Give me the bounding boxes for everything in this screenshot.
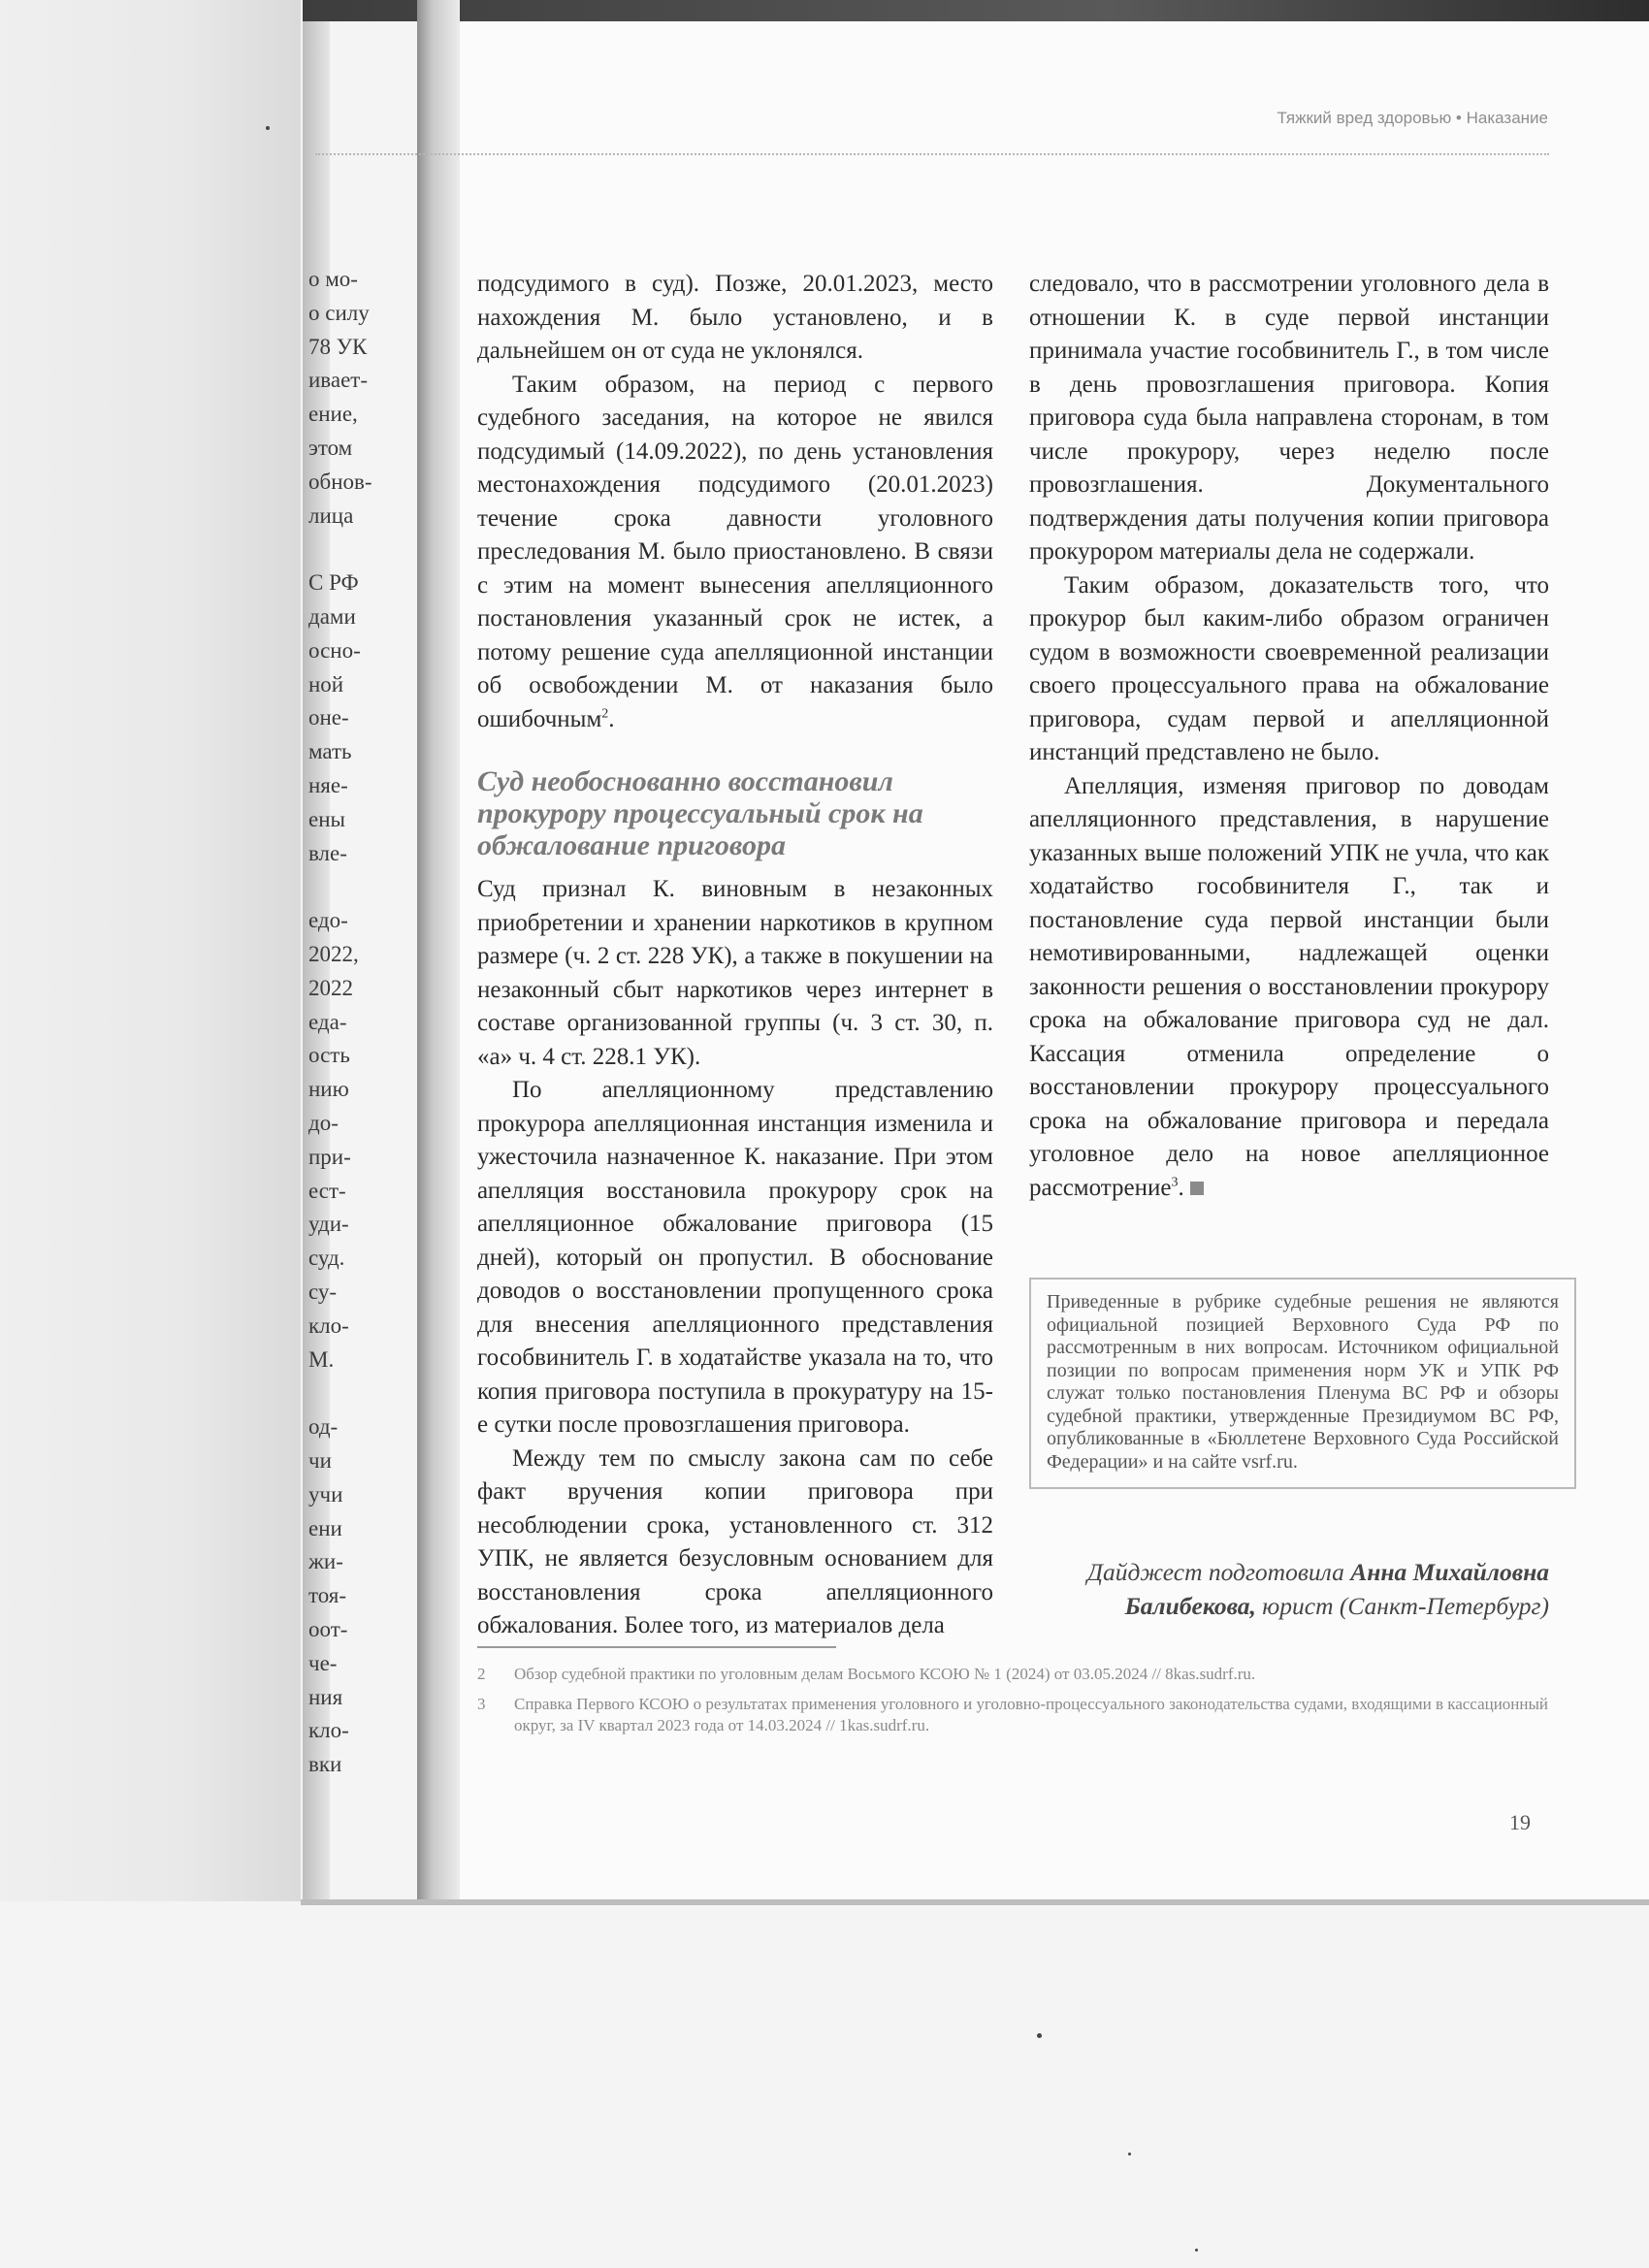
left-page-fragment: уди- bbox=[308, 1212, 349, 1237]
left-page-fragment: чи bbox=[308, 1448, 332, 1473]
text-column-right bbox=[1029, 268, 1549, 1205]
scanner-top-edge bbox=[303, 0, 1649, 21]
paragraph: По апелляционному представлению прокурора апелляционная инстанция изменила и ужесточила назначенное К. наказание. При этом апелляция восстановила прокурору срок на апелляционное обжалование приговора (15 дней), который он пропустил. В обоснование доводов о восстановлении пропущенного срока для внесения апелляционного представления гособвинитель Г. в ходатайстве указала на то, что копия приговора поступила в прокуратуру на 15-е сутки после провозглашения приговора. bbox=[477, 1077, 993, 1438]
page-number: 19 bbox=[1509, 1810, 1531, 1834]
left-page-fragment: жи- bbox=[308, 1549, 343, 1574]
header-dotted-rule bbox=[315, 153, 1549, 155]
left-page-fragment: еда- bbox=[308, 1009, 347, 1034]
left-page-fragment: о силу bbox=[308, 300, 370, 325]
left-page-fragment: мать bbox=[308, 739, 352, 764]
footnote-text: Справка Первого КСОЮ о результатах применения уголовного и уголовно-процессуального законодательства судами, входящими в кассационный округ, за IV квартал 2023 года от 14.03.2024 // 1kas.sudrf.ru. bbox=[514, 1695, 1549, 1734]
left-page-fragment: учи bbox=[308, 1481, 343, 1507]
left-page-fragment: няе- bbox=[308, 773, 348, 797]
footnote-ref: 3 bbox=[1171, 1175, 1179, 1190]
left-page-fragment: обнов- bbox=[308, 469, 372, 494]
left-page-fragment: су- bbox=[308, 1280, 338, 1304]
text-column-left bbox=[477, 268, 993, 1643]
left-page-fragment: вле- bbox=[308, 840, 347, 865]
left-page-fragment: 2022 bbox=[308, 975, 353, 1000]
left-page-fragment: ния bbox=[308, 1684, 343, 1709]
left-page-fragment: кло- bbox=[308, 1312, 349, 1338]
left-page-fragment: ест- bbox=[308, 1178, 346, 1203]
left-page-strip bbox=[0, 0, 301, 1901]
left-page-fragment: ение, bbox=[308, 402, 358, 427]
left-page-fragment: ени bbox=[308, 1515, 342, 1540]
left-page-fragment: ены bbox=[308, 806, 345, 831]
author-name: Анна Михайловна Балибекова, bbox=[1124, 1558, 1549, 1620]
left-page-fragment: тоя- bbox=[308, 1583, 347, 1608]
scan-speck bbox=[266, 126, 270, 130]
left-page-fragment: че- bbox=[308, 1650, 338, 1675]
page-bottom-edge bbox=[301, 1899, 1649, 1905]
left-page-fragment: до- bbox=[308, 1111, 339, 1135]
left-page-fragment: этом bbox=[308, 436, 353, 460]
left-page-fragment: едо- bbox=[308, 908, 348, 933]
scan-speck bbox=[1037, 2033, 1042, 2038]
left-page-fragment: 2022, bbox=[308, 942, 359, 966]
left-page-fragment: оот- bbox=[308, 1617, 348, 1641]
disclaimer-box: Приведенные в рубрике судебные решения не являются официальной позицией Верховного Суда РФ по рассмотренным в них вопросам. Источником официальной позиции по вопросам применения норм УК и УПК РФ служат только постановления Пленума ВС РФ и обзоры судебной практики, утвержденные Президиумом ВС РФ, опубликованные в «Бюллетене Верховного Суда Российской Федерации» и на сайте vsrf.ru. bbox=[1029, 1278, 1576, 1489]
paragraph: Таким образом, на период с первого судебного заседания, на которое не явился подсудимый (14.09.2022), по день установления местонахождения подсудимого (20.01.2023) течение срока давности уголовного преследования М. было приостановлено. В связи с этим на момент вынесения апелляционного постановления указанный срок не истек, а потому решение суда апелляционной инстанции об освобождении М. от наказания было ошибочным$^2$. bbox=[477, 371, 993, 732]
page-gutter-shadow bbox=[417, 0, 460, 1903]
running-head: Тяжкий вред здоровью • Наказание bbox=[1277, 109, 1548, 127]
left-page-fragment: оне- bbox=[308, 705, 349, 730]
end-of-article-mark bbox=[1190, 1182, 1204, 1195]
footnote bbox=[477, 1664, 1554, 1685]
section-heading: Суд необоснованно восстановил прокурору процессуальный срок на обжалование приговора bbox=[477, 765, 923, 861]
footnote-number: 2 bbox=[477, 1665, 486, 1683]
left-page-fragment: кло- bbox=[308, 1718, 349, 1743]
paragraph: следовало, что в рассмотрении уголовного дела в отношении К. в суде первой инстанции принимала участие гособвинитель Г., в том числе в день провозглашения приговора. Копия приговора суда была направлена сторонам, в том числе прокурору, через неделю после провозглашения. Документального подтверждения даты получения копии приговора прокурором материалы дела не содержали. bbox=[1029, 271, 1549, 565]
footnote-rule bbox=[477, 1646, 836, 1648]
left-page-fragment: суд. bbox=[308, 1246, 345, 1271]
left-page-fragment: 78 УК bbox=[308, 334, 368, 359]
left-page-fragment: ивает- bbox=[308, 368, 368, 393]
left-page-fragment: вки bbox=[308, 1752, 342, 1777]
left-page-fragment: дами bbox=[308, 604, 356, 629]
left-page-fragment: од- bbox=[308, 1414, 339, 1440]
paragraph: Апелляция, изменяя приговор по доводам апелляционного представления, в нарушение указанных выше положений УПК не учла, что как ходатайство гособвинителя Г., так и постановление суда первой инстанции были немотивированными, надлежащей оценки законности решения о восстановлении прокурору срока на обжалование приговора суд не дал. Кассация отменила определение о восстановлении прокурору процессуального срока на обжалование приговора и передала уголовное дело на новое апелляционное рассмотрение$^3$. bbox=[1029, 772, 1549, 1201]
paragraph: Таким образом, доказательств того, что прокурор был каким-либо образом ограничен судом в возможности своевременной реализации своего процессуального права на обжалование приговора, судам первой и апелляционной инстанций представлено не было. bbox=[1029, 571, 1549, 765]
left-page-fragment: осно- bbox=[308, 637, 361, 663]
scan-speck bbox=[1128, 2153, 1131, 2155]
paragraph: Суд признал К. виновным в незаконных приобретении и хранении наркотиков в крупном размере (ч. 2 ст. 228 УК), а также в покушении на незаконный сбыт наркотиков через интернет в составе организованной группы (ч. 3 ст. 30, п. «а» ч. 4 ст. 228.1 УК). bbox=[477, 876, 993, 1070]
footnote-number: 3 bbox=[477, 1695, 486, 1713]
footnote-text: Обзор судебной практики по уголовным делам Восьмого КСОЮ № 1 (2024) от 03.05.2024 // 8kas.sudrf.ru. bbox=[514, 1665, 1256, 1683]
left-page-fragment: при- bbox=[308, 1144, 351, 1169]
left-page-fragment: лица bbox=[308, 502, 354, 528]
scan-speck bbox=[1195, 2249, 1198, 2252]
footnote-ref: 2 bbox=[601, 706, 609, 722]
paragraph: подсудимого в суд). Позже, 20.01.2023, место нахождения М. было установлено, и в дальнейшем он от суда не уклонялся. bbox=[477, 271, 993, 364]
byline: Дайджест подготовила Анна Михайловна Балибекова, юрист (Санкт-Петербург) bbox=[1086, 1558, 1549, 1620]
footnote bbox=[477, 1694, 1554, 1736]
left-page-fragment: о мо- bbox=[308, 267, 358, 291]
left-page-fragment: ной bbox=[308, 671, 344, 697]
left-page-fragment: ость bbox=[308, 1043, 350, 1068]
paragraph: Между тем по смыслу закона сам по себе факт вручения копии приговора при несоблюдении срока, установленного ст. 312 УПК, не является безусловным основанием для восстановления срока апелляционного обжалования. Более того, из материалов дела bbox=[477, 1444, 993, 1638]
left-page-fragment: С РФ bbox=[308, 570, 359, 596]
left-page-fragment: М. bbox=[308, 1346, 335, 1372]
left-page-fragment: нию bbox=[308, 1077, 349, 1102]
